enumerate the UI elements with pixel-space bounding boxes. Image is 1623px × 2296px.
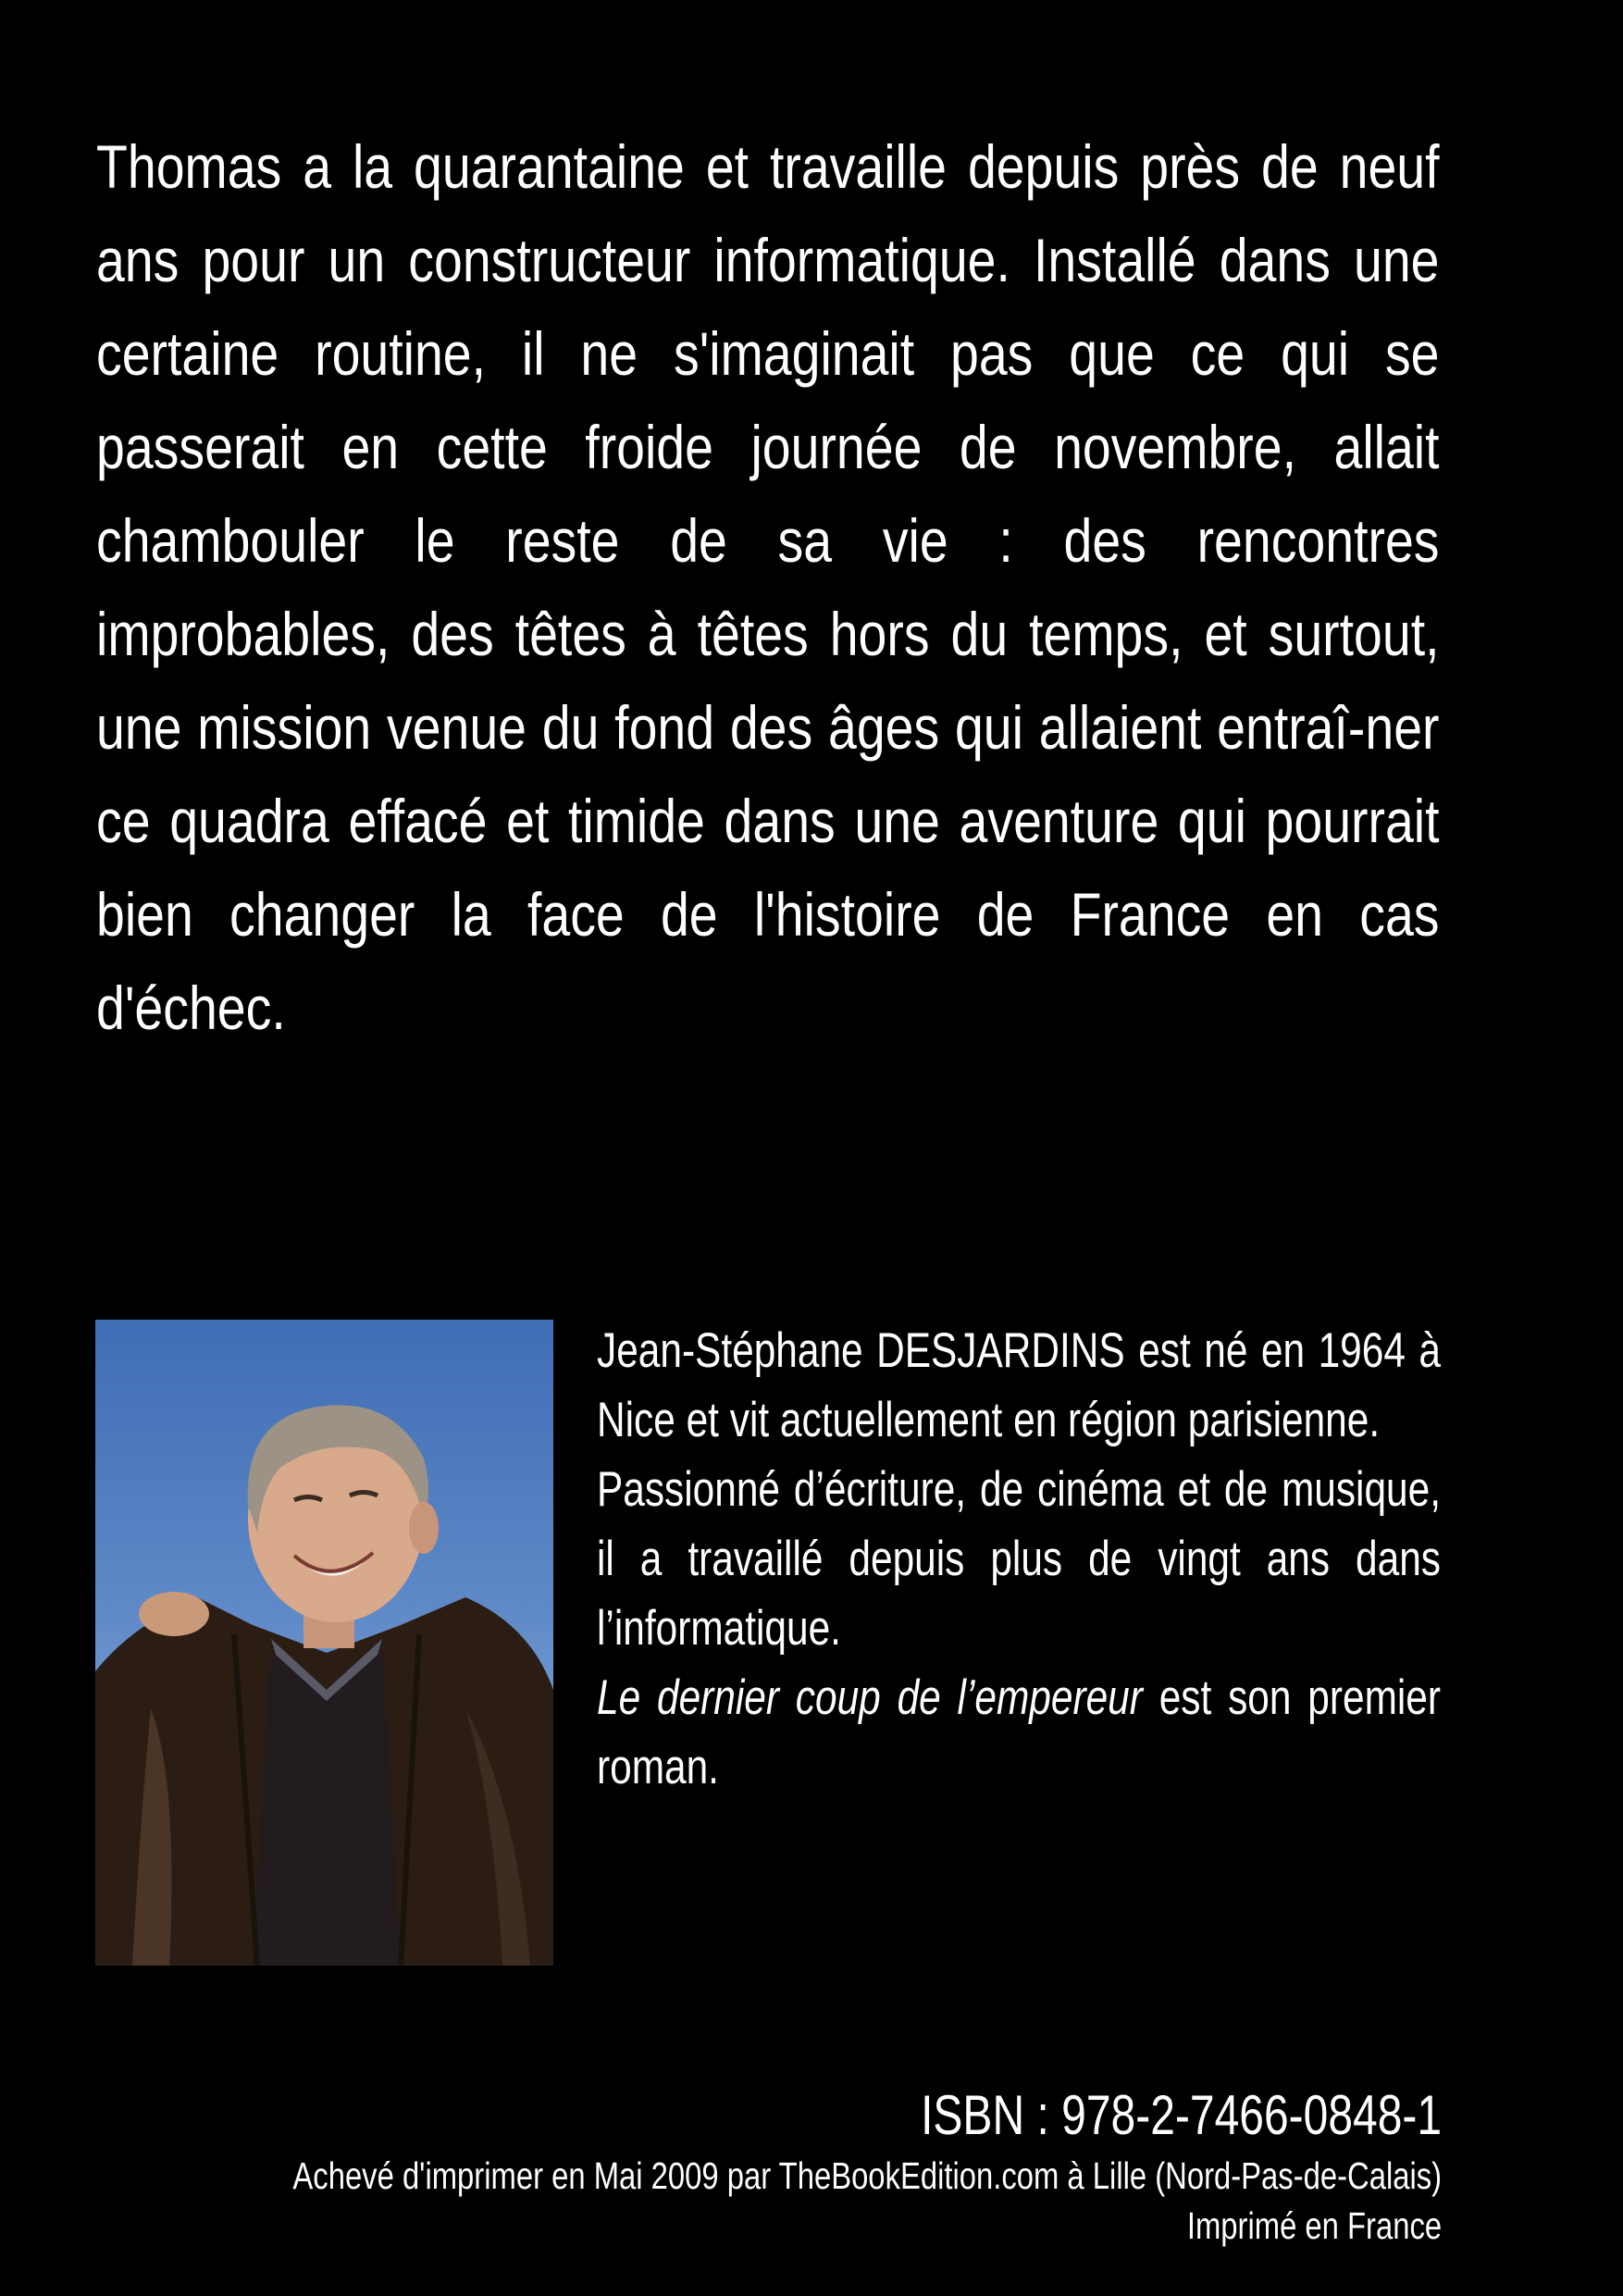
author-bio-first-novel xyxy=(597,1663,1441,1802)
printing-notice: Achevé d'imprimer en Mai 2009 par TheBookEdition.com à Lille (Nord-Pas-de-Calais) xyxy=(292,2154,1442,2197)
author-bio-passions: Passionné d’écriture, de cinéma et de musique, il a travaillé depuis plus de vingt ans dans l’informatique. xyxy=(597,1462,1441,1656)
synopsis-text: Thomas a la quarantaine et travaille depuis près de neuf ans pour un constructeur informatique. Installé dans une certaine routine, il ne s'imaginait pas que ce qui se passerait en cette froide journée de novembre, allait chambouler le reste de sa vie : des rencontres improbables, des têtes à têtes hors du temps, et surtout, une mission venue du fond des âges qui allaient entraî-ner ce quadra effacé et timide dans une aventure qui pourrait bien changer la face de l'histoire de France en cas d'échec. xyxy=(96,132,1440,1042)
book-title-suffix: est son premier roman. xyxy=(597,1670,1442,1794)
colophon xyxy=(292,2080,1442,2251)
book-title: Le dernier coup de l’empereur xyxy=(597,1670,1143,1725)
author-bio-intro: Jean-Stéphane DESJARDINS est né en 1964 à Nice et vit actuellement en région parisienne. xyxy=(597,1323,1441,1447)
printed-in-country: Imprimé en France xyxy=(1186,2204,1442,2247)
isbn-line: ISBN : 978-2-7466-0848-1 xyxy=(920,2084,1442,2146)
author-photo xyxy=(95,1320,553,1966)
author-bio xyxy=(597,1316,1441,1802)
